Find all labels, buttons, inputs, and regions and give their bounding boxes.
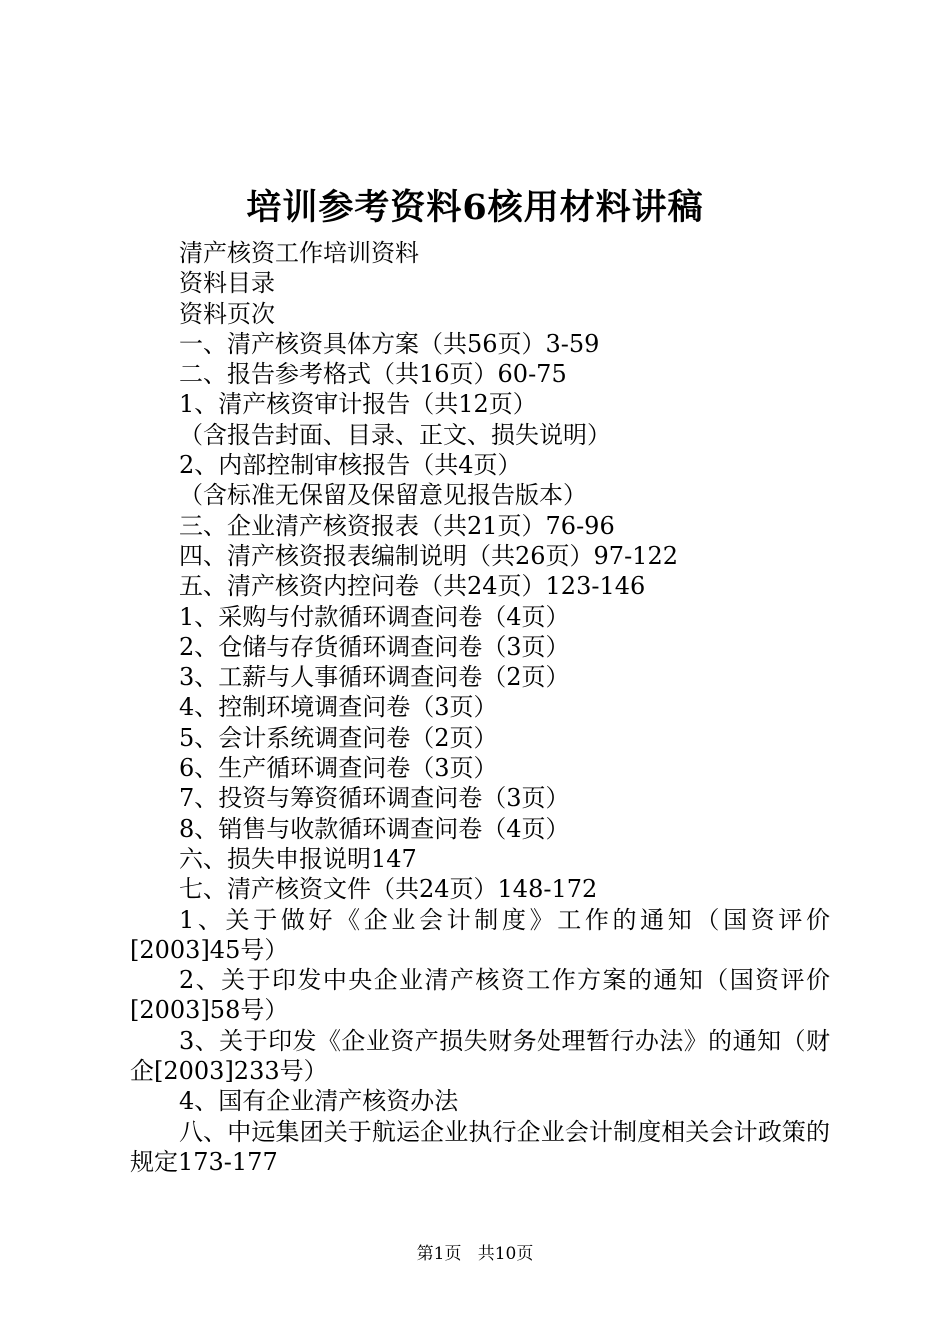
toc-item: 四、清产核资报表编制说明（共26页）97-122: [179, 541, 678, 570]
text-line: 清产核资工作培训资料: [179, 239, 419, 267]
toc-paragraph: 2、关于印发中央企业清产核资工作方案的通知（国资评价[2003]58号）: [130, 966, 830, 1025]
toc-paragraph: 八、中远集团关于航运企业执行企业会计制度相关会计政策的规定173-177: [130, 1117, 830, 1176]
toc-item: 4、控制环境调查问卷（3页）: [179, 693, 498, 722]
page-total: 共10页: [477, 1244, 534, 1264]
page-footer: [0, 1243, 950, 1265]
footer-separator: [467, 1244, 472, 1264]
toc-item: （含报告封面、目录、正文、损失说明）: [179, 420, 611, 449]
toc-item: 三、企业清产核资报表（共21页）76-96: [179, 511, 615, 540]
document-body: [130, 238, 830, 1177]
toc-item: （含标准无保留及保留意见报告版本）: [179, 481, 587, 510]
toc-item: 二、报告参考格式（共16页）60-75: [179, 360, 567, 389]
toc-paragraph: 4、国有企业清产核资办法: [179, 1087, 459, 1116]
toc-item: 6、生产循环调查问卷（3页）: [179, 754, 498, 783]
toc-item: 2、内部控制审核报告（共4页）: [179, 451, 522, 480]
toc-item: 2、仓储与存货循环调查问卷（3页）: [179, 632, 570, 661]
toc-item: 7、投资与筹资循环调查问卷（3页）: [179, 784, 570, 813]
text-line: 资料页次: [179, 299, 275, 328]
toc-item: 六、损失申报说明147: [179, 844, 417, 873]
toc-item: 七、清产核资文件（共24页）148-172: [179, 875, 598, 904]
toc-item: 5、会计系统调查问卷（2页）: [179, 723, 498, 752]
toc-item: 1、清产核资审计报告（共12页）: [179, 390, 537, 419]
toc-paragraph: 1、关于做好《企业会计制度》工作的通知（国资评价[2003]45号）: [130, 905, 830, 964]
page-number: 第1页: [416, 1244, 462, 1264]
toc-item: 五、清产核资内控问卷（共24页）123-146: [179, 572, 646, 601]
toc-item: 一、清产核资具体方案（共56页）3-59: [179, 329, 600, 358]
page-title: 培训参考资料6核用材料讲稿: [246, 187, 704, 228]
toc-item: 1、采购与付款循环调查问卷（4页）: [179, 602, 570, 631]
toc-item: 3、工薪与人事循环调查问卷（2页）: [179, 663, 570, 692]
text-line: 资料目录: [179, 269, 275, 298]
toc-item: 8、销售与收款循环调查问卷（4页）: [179, 814, 570, 843]
toc-paragraph: 3、关于印发《企业资产损失财务处理暂行办法》的通知（财企[2003]233号）: [130, 1026, 830, 1086]
